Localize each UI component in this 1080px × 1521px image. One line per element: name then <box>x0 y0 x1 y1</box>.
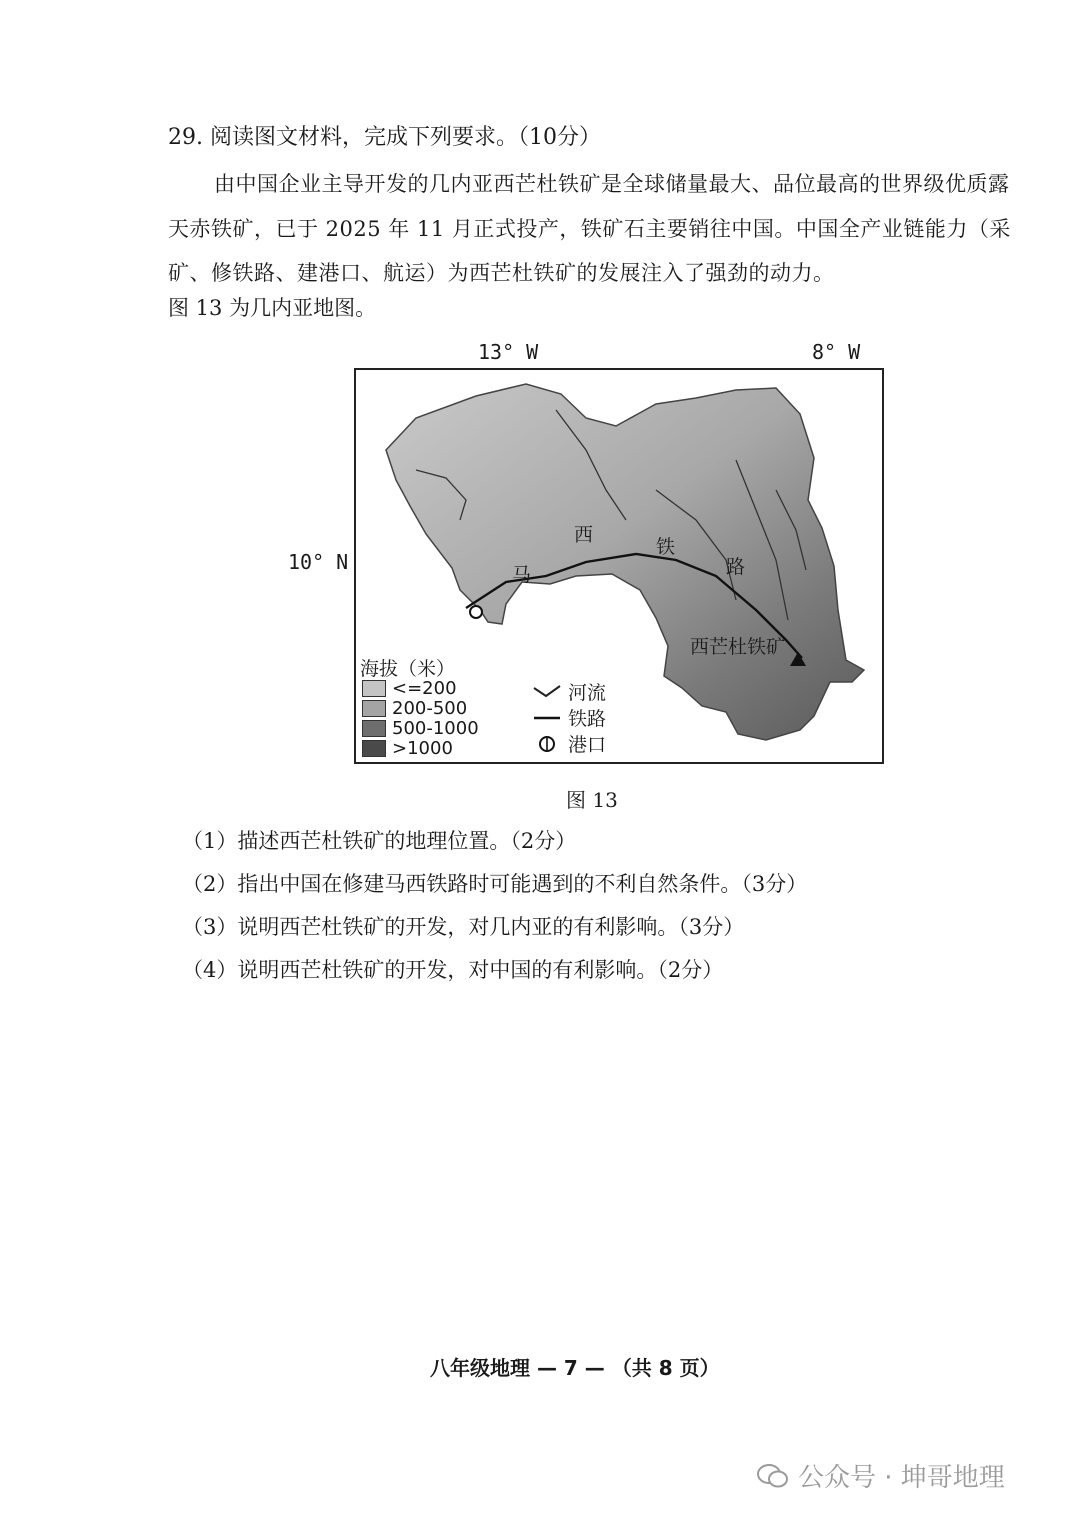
railway-char-xi: 西 <box>574 524 594 546</box>
sub-question-3: （3）说明西芒杜铁矿的开发，对几内亚的有利影响。（3分） <box>182 915 745 939</box>
lat-label-10n: 10° N <box>288 550 349 574</box>
port-icon <box>532 734 562 754</box>
question-title: 29. 阅读图文材料，完成下列要求。（10分） <box>168 125 601 150</box>
question-paragraph: 由中国企业主导开发的几内亚西芒杜铁矿是全球储量最大、品位最高的世界级优质露天赤铁矿，已于 2025 年 11 月正式投产，铁矿石主要销往中国。中国全产业链能力（采矿、修铁路、建港口、航运）为西芒杜铁矿的发展注入了强劲的动力。 <box>168 172 1011 285</box>
legend-swatch-peak <box>362 740 386 757</box>
legend-swatch-high <box>362 720 386 737</box>
legend-port-label: 港口 <box>568 734 607 756</box>
legend-port <box>532 730 606 757</box>
legend-item-low <box>362 678 457 698</box>
sub-question-4: （4）说明西芒杜铁矿的开发，对中国的有利影响。（2分） <box>182 958 724 982</box>
guinea-map-figure <box>282 336 892 776</box>
lon-label-8w: 8° W <box>812 340 861 364</box>
railway-char-tie: 铁 <box>656 536 676 558</box>
map-frame <box>354 368 884 764</box>
legend-item-mid <box>362 698 467 718</box>
legend-label-low: <=200 <box>392 677 457 699</box>
lon-label-13w: 13° W <box>478 340 539 364</box>
legend-item-peak <box>362 738 453 758</box>
watermark-text: 公众号 · 坤哥地理 <box>798 1463 1005 1493</box>
port-symbol <box>470 606 482 618</box>
legend-river <box>532 678 606 705</box>
railway-char-ma: 马 <box>512 564 532 586</box>
legend-label-peak: >1000 <box>392 737 453 759</box>
legend-title: 海拔（米） <box>360 658 456 680</box>
page-footer: 八年级地理 — 7 — （共 8 页） <box>430 1356 720 1380</box>
legend-item-high <box>362 718 479 738</box>
sub-question-1: （1）描述西芒杜铁矿的地理位置。（2分） <box>182 829 577 853</box>
legend-railway-label: 铁路 <box>568 708 607 730</box>
legend-label-mid: 200-500 <box>392 697 468 719</box>
watermark <box>756 1457 1005 1494</box>
legend-river-label: 河流 <box>568 682 607 704</box>
wechat-icon <box>756 1462 790 1490</box>
legend-label-high: 500-1000 <box>392 717 479 739</box>
mine-label: 西芒杜铁矿 <box>690 636 786 658</box>
figure-number: 图 13 <box>566 788 618 812</box>
legend-swatch-mid <box>362 700 386 717</box>
guinea-country-shape <box>386 384 864 740</box>
sub-question-2: （2）指出中国在修建马西铁路时可能遇到的不利自然条件。（3分） <box>182 872 808 896</box>
river-icon <box>532 684 562 700</box>
railway-icon <box>532 710 562 726</box>
legend-railway <box>532 704 606 731</box>
figure-reference: 图 13 为几内亚地图。 <box>168 296 377 320</box>
railway-char-lu: 路 <box>726 556 746 578</box>
legend-swatch-low <box>362 680 386 697</box>
